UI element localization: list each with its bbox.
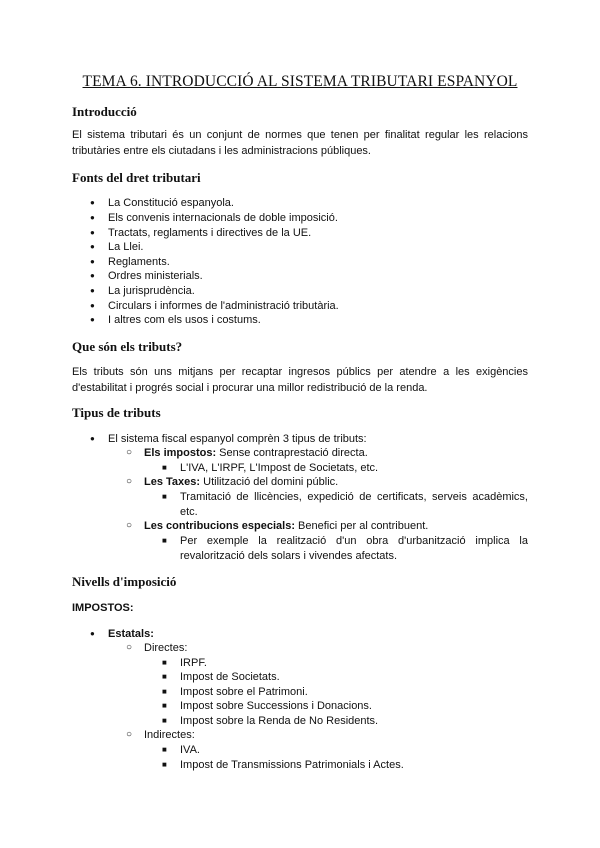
document-title: TEMA 6. INTRODUCCIÓ AL SISTEMA TRIBUTARI ESPANYOL [82,73,518,90]
list-item: ■ Impost sobre Successions i Donacions. [144,699,372,714]
list-item: ● El sistema fiscal espanyol comprèn 3 tipus de tributs: [72,432,367,447]
list-item: ● La Constitució espanyola. [72,196,234,211]
impostos-label: Els impostos: [144,447,217,459]
contrib-desc: Benefici per al contribuent. [295,520,429,532]
list-item: ● La Llei. [72,240,143,255]
list-item: ■ Impost sobre la Renda de No Residents. [144,714,378,729]
list-item: ■ L'IVA, L'IRPF, L'Impost de Societats, etc. [144,461,378,476]
list-item: ● Tractats, reglaments i directives de la UE. [72,226,311,241]
heading-introduccio: Introducció [72,104,137,119]
list-item-contribucions [108,519,428,534]
list-item: ● Els convenis internacionals de doble imposició. [72,211,338,226]
list-item-directes: ○ Directes: [108,641,187,656]
list-item: ■ Per exemple la realització d'un obra d'urbanització implica la revalorització dels solars i vivendes afectats. [144,534,528,564]
list-item: ■ Impost de Transmissions Patrimonials i Actes. [144,758,404,773]
contrib-label: Les contribucions especials: [144,520,295,532]
list-item-taxes [108,475,338,490]
list-item: ● I altres com els usos i costums. [72,313,261,328]
heading-tributs: Que són els tributs? [72,339,183,354]
list-item: ■ IVA. [144,743,200,758]
list-item: ■ IRPF. [144,656,207,671]
list-item: ● Reglaments. [72,255,170,270]
impostos-desc: Sense contraprestació directa. [216,447,368,459]
list-item-estatals: ● Estatals: [72,627,154,642]
list-item-impostos [108,446,368,461]
list-item: ■ Impost sobre el Patrimoni. [144,685,308,700]
heading-fonts: Fonts del dret tributari [72,170,201,185]
list-item-indirectes: ○ Indirectes: [108,728,195,743]
paragraph-tributs: Els tributs són uns mitjans per recaptar ingresos públics per atendre a les exigències d'estabilitat i progrés social i procurar una millor redistribució de la renda. [72,366,528,394]
list-item: ● Ordres ministerials. [72,269,203,284]
paragraph-introduccio: El sistema tributari és un conjunt de normes que tenen per finalitat regular les relacions tributàries entre els ciutadans i les administracions públiques. [72,129,528,157]
impostos-title: IMPOSTOS: [72,602,134,614]
list-item: ● Circulars i informes de l'administració tributària. [72,299,339,314]
heading-nivells: Nivells d'imposició [72,574,177,589]
list-item: ● La jurisprudència. [72,284,195,299]
list-item: ■ Impost de Societats. [144,670,280,685]
taxes-desc: Utilització del domini públic. [200,476,339,488]
heading-tipus: Tipus de tributs [72,405,161,420]
list-item: ■ Tramitació de llicències, expedició de certificats, serveis acadèmics, etc. [144,490,528,520]
taxes-label: Les Taxes: [144,476,201,488]
